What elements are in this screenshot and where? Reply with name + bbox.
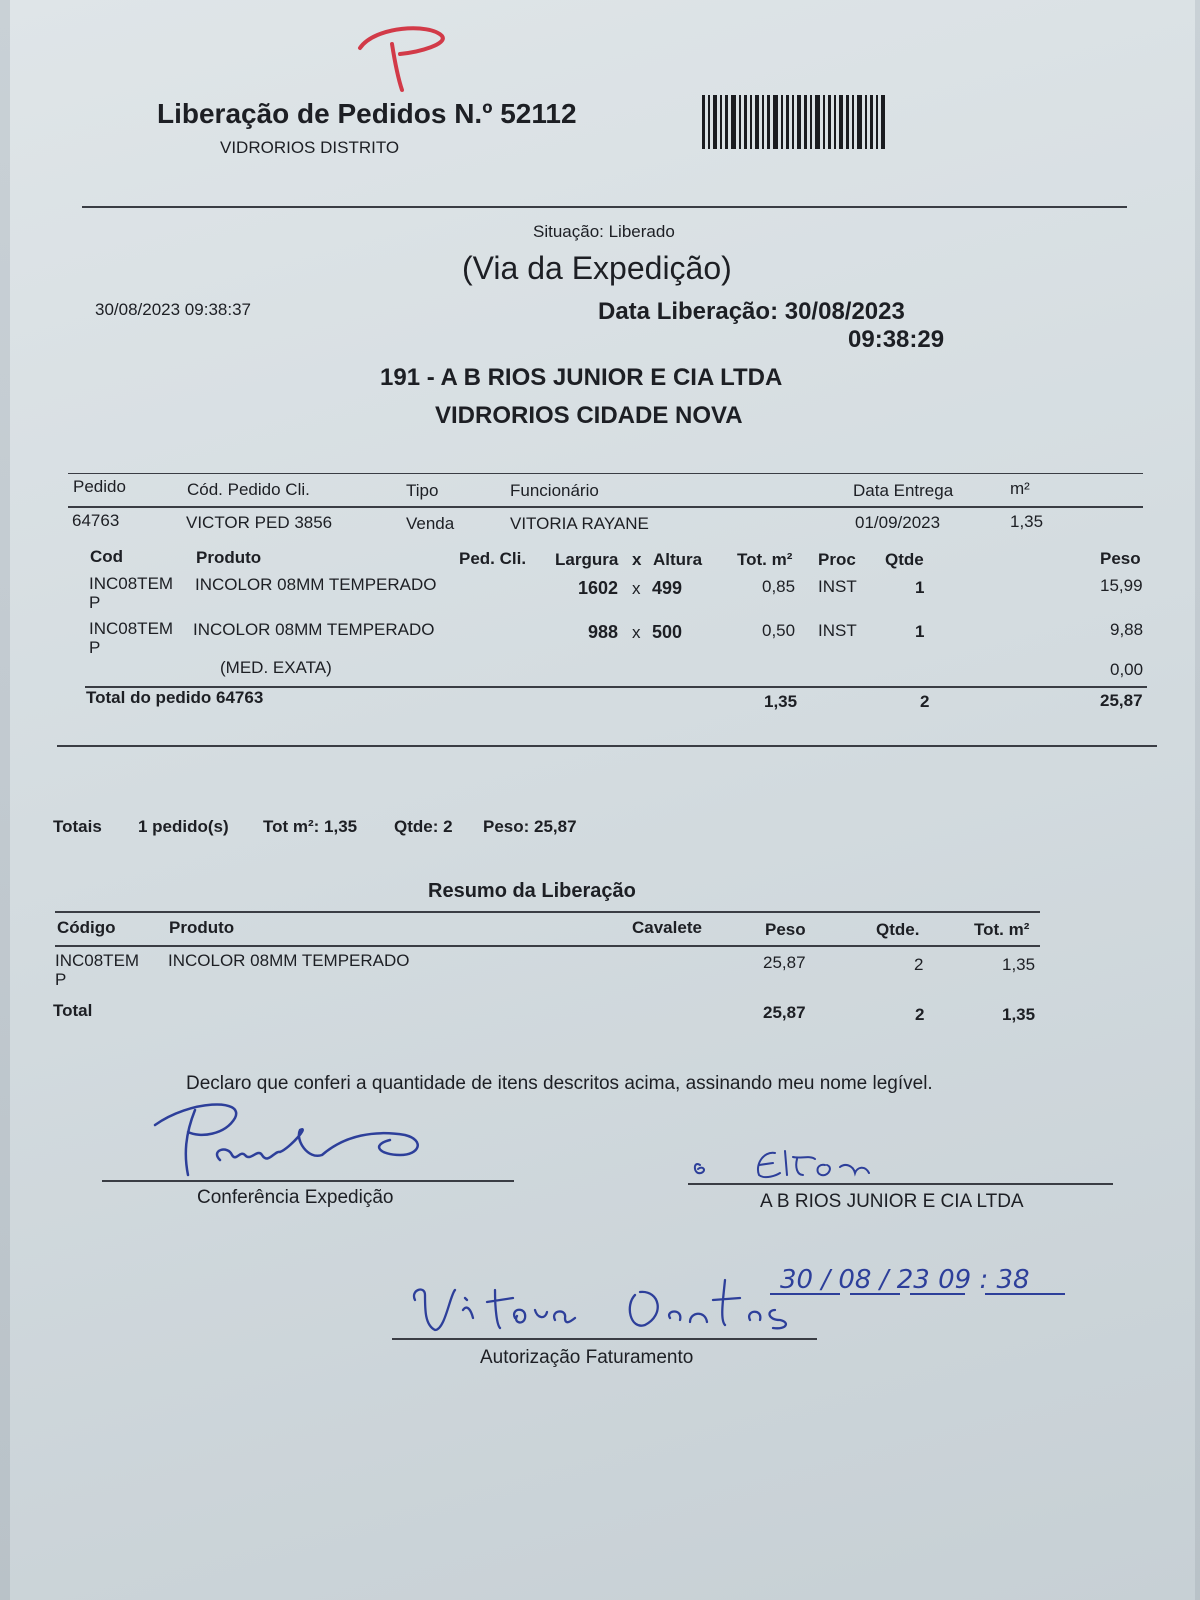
item-1-qtde: 1: [915, 578, 925, 597]
item-1-altura: 499: [652, 578, 683, 598]
item-2-altura: 500: [652, 622, 683, 642]
col-header-cod-pedido-cli: Cód. Pedido Cli.: [187, 480, 310, 499]
item-2-peso: 9,88: [1110, 620, 1144, 639]
summary-total-qtde: 2: [915, 1005, 925, 1024]
order-cod-pedido-cli: VICTOR PED 3856: [186, 513, 333, 532]
item-header-ped-cli: Ped. Cli.: [459, 549, 527, 568]
declaration-text: Declaro que conferi a quantidade de itens descritos acima, assinando meu nome legível.: [186, 1073, 933, 1094]
barcode-icon: [702, 95, 886, 149]
via-title: (Via da Expedição): [462, 250, 732, 286]
signature-line-bottom: [392, 1338, 817, 1340]
signature-label-right: A B RIOS JUNIOR E CIA LTDA: [760, 1191, 1024, 1212]
col-header-m2: m²: [1010, 479, 1030, 498]
item-2-produto: INCOLOR 08MM TEMPERADO: [193, 620, 435, 639]
item-2-x: x: [632, 623, 641, 642]
order-m2: 1,35: [1010, 512, 1044, 531]
summary-header-rule: [55, 945, 1040, 947]
order-header-rule: [68, 506, 1143, 508]
signature-paulo: [150, 1100, 450, 1180]
totals-pedidos: 1 pedido(s): [138, 817, 229, 836]
summary-total-tot-m2: 1,35: [1002, 1005, 1036, 1024]
item-note-peso: 0,00: [1110, 660, 1144, 679]
item-header-proc: Proc: [818, 550, 856, 569]
item-header-qtde: Qtde: [885, 550, 924, 569]
summary-header-tot-m2: Tot. m²: [974, 920, 1030, 939]
handwritten-date: [770, 1262, 1090, 1298]
release-date: Data Liberação: 30/08/2023: [598, 298, 905, 325]
item-1-cod-line2: P: [89, 593, 101, 612]
summary-codigo-line1: INC08TEM: [55, 951, 140, 970]
summary-codigo-line2: P: [55, 970, 67, 989]
summary-top-rule: [55, 911, 1040, 913]
signature-line-right: [688, 1183, 1113, 1185]
item-note: (MED. EXATA): [220, 658, 332, 677]
item-header-cod: Cod: [90, 547, 124, 566]
svg-text:30 / 08 / 23 09 : 38: 30 / 08 / 23 09 : 38: [780, 1265, 1030, 1295]
item-2-proc: INST: [818, 621, 857, 640]
order-pedido: 64763: [72, 511, 120, 530]
item-1-largura: 1602: [578, 578, 619, 598]
release-time: 09:38:29: [848, 326, 945, 353]
summary-tot-m2: 1,35: [1002, 955, 1036, 974]
summary-header-codigo: Código: [57, 918, 116, 937]
order-table-top-rule: [68, 473, 1143, 474]
summary-header-produto: Produto: [169, 918, 235, 937]
client-name: 191 - A B RIOS JUNIOR E CIA LTDA: [380, 364, 783, 391]
item-2-cod-line1: INC08TEM: [89, 619, 174, 638]
item-1-x: x: [632, 579, 641, 598]
totals-peso: Peso: 25,87: [483, 817, 577, 836]
order-table-bottom-rule: [57, 745, 1157, 747]
item-2-qtde: 1: [915, 622, 925, 641]
item-header-largura: Largura: [555, 550, 619, 569]
col-header-pedido: Pedido: [73, 477, 126, 496]
summary-header-peso: Peso: [765, 920, 806, 939]
client-store: VIDRORIOS CIDADE NOVA: [435, 402, 743, 429]
totals-tot-m2: Tot m²: 1,35: [263, 817, 358, 836]
header-divider: [82, 206, 1127, 208]
item-1-produto: INCOLOR 08MM TEMPERADO: [195, 575, 437, 594]
document-page: [10, 0, 1195, 1600]
item-1-cod-line1: INC08TEM: [89, 574, 174, 593]
item-header-produto: Produto: [196, 548, 262, 567]
signature-vitoria-dantas: [395, 1270, 815, 1340]
item-1-peso: 15,99: [1100, 576, 1143, 595]
signature-elton: [685, 1145, 915, 1185]
col-header-tipo: Tipo: [406, 481, 439, 500]
col-header-data-entrega: Data Entrega: [853, 481, 954, 500]
summary-qtde: 2: [914, 955, 924, 974]
item-header-altura: Altura: [653, 550, 703, 569]
item-header-tot-m2: Tot. m²: [737, 550, 793, 569]
summary-title: Resumo da Liberação: [428, 880, 636, 902]
document-title: Liberação de Pedidos N.º 52112: [157, 98, 577, 129]
status-text: Situação: Liberado: [533, 222, 675, 241]
item-1-tot-m2: 0,85: [762, 577, 796, 596]
red-check-mark: [350, 18, 460, 98]
item-2-cod-line2: P: [89, 638, 101, 657]
order-tipo: Venda: [406, 514, 455, 533]
print-datetime: 30/08/2023 09:38:37: [95, 300, 251, 319]
item-2-tot-m2: 0,50: [762, 621, 796, 640]
summary-header-qtde: Qtde.: [876, 920, 920, 939]
company-name: VIDRORIOS DISTRITO: [220, 138, 400, 157]
summary-header-cavalete: Cavalete: [632, 918, 702, 937]
summary-total-peso: 25,87: [763, 1003, 806, 1022]
summary-peso: 25,87: [763, 953, 806, 972]
item-header-peso: Peso: [1100, 549, 1141, 568]
order-total-tot-m2: 1,35: [764, 692, 798, 711]
signature-line-left: [102, 1180, 514, 1182]
item-1-proc: INST: [818, 577, 857, 596]
signature-label-left: Conferência Expedição: [197, 1187, 394, 1208]
order-funcionario: VITORIA RAYANE: [510, 514, 649, 533]
signature-label-bottom: Autorização Faturamento: [480, 1347, 694, 1368]
totals-qtde: Qtde: 2: [394, 817, 453, 836]
order-total-qtde: 2: [920, 692, 930, 711]
item-header-x: x: [632, 550, 642, 569]
col-header-funcionario: Funcionário: [510, 481, 599, 500]
order-total-peso: 25,87: [1100, 691, 1143, 710]
item-2-largura: 988: [588, 622, 619, 642]
summary-produto: INCOLOR 08MM TEMPERADO: [168, 951, 410, 970]
totals-label: Totais: [53, 817, 102, 836]
summary-total-label: Total: [53, 1001, 93, 1020]
order-total-label: Total do pedido 64763: [86, 688, 264, 707]
order-data-entrega: 01/09/2023: [855, 513, 941, 532]
